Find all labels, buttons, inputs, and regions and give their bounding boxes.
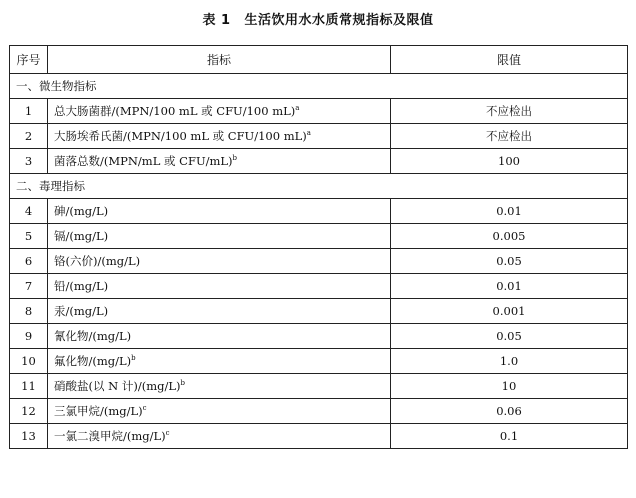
indicator-name: 大肠埃希氏菌/(MPN/100 mL 或 CFU/100 mL) bbox=[54, 129, 307, 143]
row-number: 12 bbox=[10, 399, 48, 424]
indicator-name: 砷/(mg/L) bbox=[54, 204, 109, 218]
table-row bbox=[10, 374, 628, 399]
limit-value: 0.01 bbox=[391, 199, 628, 224]
indicator-cell bbox=[48, 224, 391, 249]
limit-value: 10 bbox=[391, 374, 628, 399]
row-number: 6 bbox=[10, 249, 48, 274]
table-row bbox=[10, 299, 628, 324]
table-title bbox=[0, 9, 636, 28]
indicator-name: 镉/(mg/L) bbox=[54, 229, 109, 243]
indicator-cell bbox=[48, 124, 391, 149]
indicator-name: 氰化物/(mg/L) bbox=[54, 329, 132, 343]
row-number: 5 bbox=[10, 224, 48, 249]
limit-value: 0.01 bbox=[391, 274, 628, 299]
limit-value: 不应检出 bbox=[391, 99, 628, 124]
indicator-cell bbox=[48, 199, 391, 224]
limit-value: 0.05 bbox=[391, 324, 628, 349]
indicator-name: 三氯甲烷/(mg/L) bbox=[54, 404, 143, 418]
indicator-cell bbox=[48, 149, 391, 174]
limit-value: 1.0 bbox=[391, 349, 628, 374]
section-row bbox=[10, 74, 628, 99]
table-row bbox=[10, 424, 628, 449]
row-number: 9 bbox=[10, 324, 48, 349]
row-number: 10 bbox=[10, 349, 48, 374]
indicator-cell bbox=[48, 424, 391, 449]
indicator-cell bbox=[48, 399, 391, 424]
table-row bbox=[10, 349, 628, 374]
table-row bbox=[10, 399, 628, 424]
indicator-name: 汞/(mg/L) bbox=[54, 304, 109, 318]
header-no: 序号 bbox=[10, 46, 48, 74]
table-header-row bbox=[10, 46, 628, 74]
indicator-cell bbox=[48, 99, 391, 124]
table-number: 表 1 bbox=[202, 13, 231, 28]
header-limit: 限值 bbox=[391, 46, 628, 74]
table-row bbox=[10, 224, 628, 249]
row-number: 8 bbox=[10, 299, 48, 324]
footnote-marker: c bbox=[142, 404, 147, 413]
limit-value: 0.06 bbox=[391, 399, 628, 424]
indicator-cell bbox=[48, 274, 391, 299]
limit-value: 0.05 bbox=[391, 249, 628, 274]
table-caption: 生活饮用水水质常规指标及限值 bbox=[244, 13, 434, 28]
limit-value: 0.1 bbox=[391, 424, 628, 449]
indicator-name: 铅/(mg/L) bbox=[54, 279, 109, 293]
table-row bbox=[10, 324, 628, 349]
row-number: 2 bbox=[10, 124, 48, 149]
section-heading: 二、毒理指标 bbox=[10, 174, 628, 199]
table-row bbox=[10, 249, 628, 274]
indicator-name: 菌落总数/(MPN/mL 或 CFU/mL) bbox=[54, 154, 233, 168]
footnote-marker: a bbox=[295, 104, 300, 113]
water-quality-table bbox=[9, 45, 628, 449]
table-row bbox=[10, 149, 628, 174]
row-number: 3 bbox=[10, 149, 48, 174]
limit-value: 0.005 bbox=[391, 224, 628, 249]
header-indicator: 指标 bbox=[48, 46, 391, 74]
footnote-marker: c bbox=[165, 429, 170, 438]
indicator-name: 总大肠菌群/(MPN/100 mL 或 CFU/100 mL) bbox=[54, 104, 296, 118]
footnote-marker: b bbox=[131, 354, 136, 363]
indicator-cell bbox=[48, 249, 391, 274]
footnote-marker: b bbox=[232, 154, 238, 163]
limit-value: 不应检出 bbox=[391, 124, 628, 149]
section-heading: 一、微生物指标 bbox=[10, 74, 628, 99]
indicator-name: 硝酸盐(以 N 计)/(mg/L) bbox=[54, 379, 181, 393]
indicator-cell bbox=[48, 349, 391, 374]
indicator-cell bbox=[48, 299, 391, 324]
indicator-name: 铬(六价)/(mg/L) bbox=[54, 254, 141, 268]
row-number: 7 bbox=[10, 274, 48, 299]
indicator-name: 一氯二溴甲烷/(mg/L) bbox=[54, 429, 166, 443]
table-body bbox=[10, 74, 628, 449]
table-row bbox=[10, 99, 628, 124]
footnote-marker: a bbox=[306, 129, 311, 138]
section-row bbox=[10, 174, 628, 199]
row-number: 13 bbox=[10, 424, 48, 449]
table-row bbox=[10, 274, 628, 299]
indicator-name: 氟化物/(mg/L) bbox=[54, 354, 132, 368]
footnote-marker: b bbox=[180, 379, 185, 388]
row-number: 11 bbox=[10, 374, 48, 399]
row-number: 1 bbox=[10, 99, 48, 124]
table-row bbox=[10, 199, 628, 224]
limit-value: 0.001 bbox=[391, 299, 628, 324]
row-number: 4 bbox=[10, 199, 48, 224]
limit-value: 100 bbox=[391, 149, 628, 174]
table-row bbox=[10, 124, 628, 149]
indicator-cell bbox=[48, 324, 391, 349]
indicator-cell bbox=[48, 374, 391, 399]
